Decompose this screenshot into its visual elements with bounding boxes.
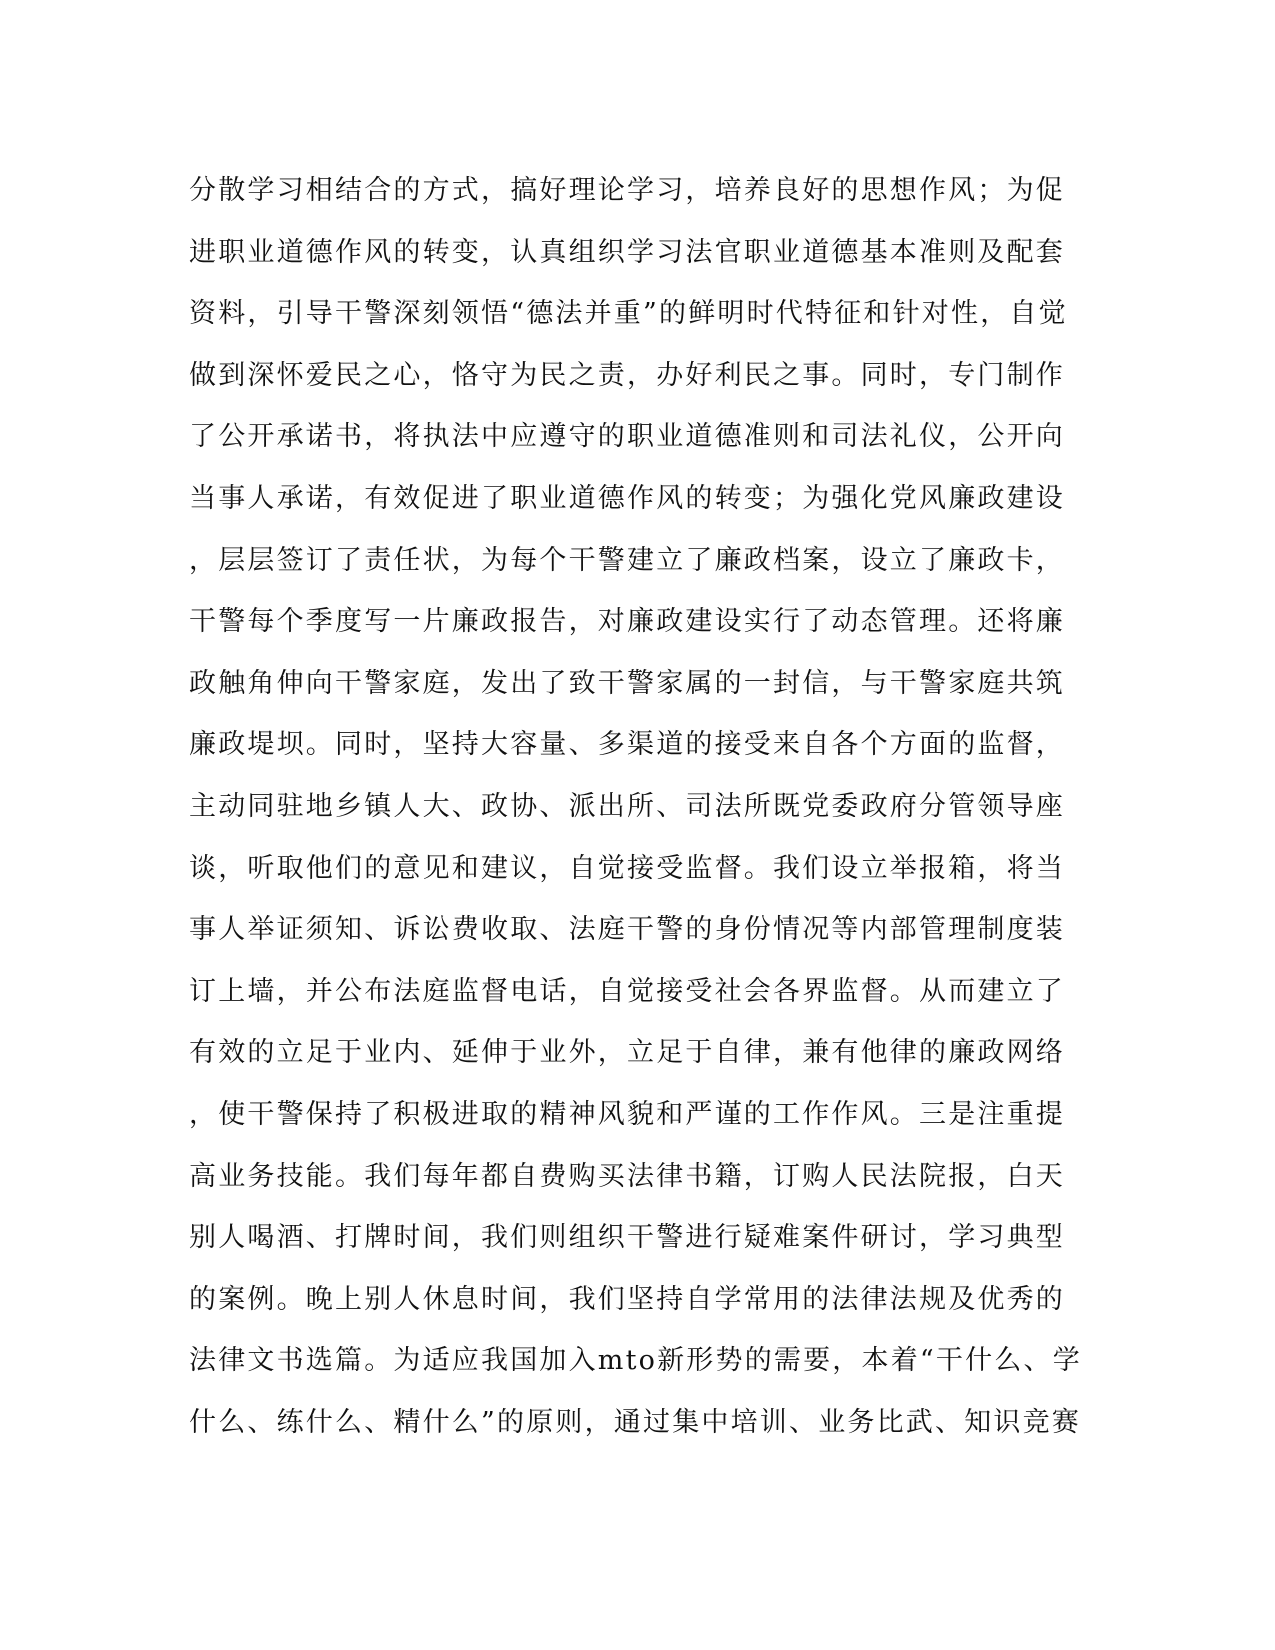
text-line: 什么、练什么、精什么”的原则，通过集中培训、业务比武、知识竞赛: [189, 1406, 1082, 1438]
text-line: 法律文书选篇。为适应我国加入mto新形势的需要，本着“干什么、学: [189, 1345, 1082, 1377]
text-line: 的案例。晚上别人休息时间，我们坚持自学常用的法律法规及优秀的: [189, 1283, 1065, 1315]
text-line: 了公开承诺书，将执法中应遵守的职业道德准则和司法礼仪，公开向: [189, 421, 1065, 453]
text-line: 政触角伸向干警家庭，发出了致干警家属的一封信，与干警家庭共筑: [189, 667, 1065, 699]
text-line: 有效的立足于业内、延伸于业外，立足于自律，兼有他律的廉政网络: [189, 1037, 1065, 1069]
text-line: 资料，引导干警深刻领悟“德法并重”的鲜明时代特征和针对性，自觉: [189, 298, 1068, 330]
text-line: ，使干警保持了积极进取的精神风貌和严谨的工作作风。三是注重提: [189, 1098, 1065, 1130]
text-line: 分散学习相结合的方式，搞好理论学习，培养良好的思想作风；为促: [189, 175, 1065, 206]
text-line: 干警每个季度写一片廉政报告，对廉政建设实行了动态管理。还将廉: [189, 606, 1065, 638]
text-line: 做到深怀爱民之心，恪守为民之责，办好利民之事。同时，专门制作: [189, 359, 1065, 391]
text-line: 进职业道德作风的转变，认真组织学习法官职业道德基本准则及配套: [189, 236, 1065, 268]
text-line: 主动同驻地乡镇人大、政协、派出所、司法所既党委政府分管领导座: [189, 790, 1065, 822]
text-line: 高业务技能。我们每年都自费购买法律书籍，订购人民法院报，白天: [189, 1160, 1065, 1192]
text-line: 别人喝酒、打牌时间，我们则组织干警进行疑难案件研讨，学习典型: [189, 1222, 1065, 1254]
text-line: 事人举证须知、诉讼费收取、法庭干警的身份情况等内部管理制度装: [189, 914, 1065, 946]
text-line: 廉政堤坝。同时，坚持大容量、多渠道的接受来自各个方面的监督，: [189, 729, 1065, 761]
text-line: ，层层签订了责任状，为每个干警建立了廉政档案，设立了廉政卡，: [189, 544, 1065, 576]
body-text: [189, 160, 1089, 1453]
text-line: 订上墙，并公布法庭监督电话，自觉接受社会各界监督。从而建立了: [189, 975, 1065, 1007]
text-line: 当事人承诺，有效促进了职业道德作风的转变；为强化党风廉政建设: [189, 482, 1065, 514]
text-line: 谈，听取他们的意见和建议，自觉接受监督。我们设立举报箱，将当: [189, 852, 1065, 884]
